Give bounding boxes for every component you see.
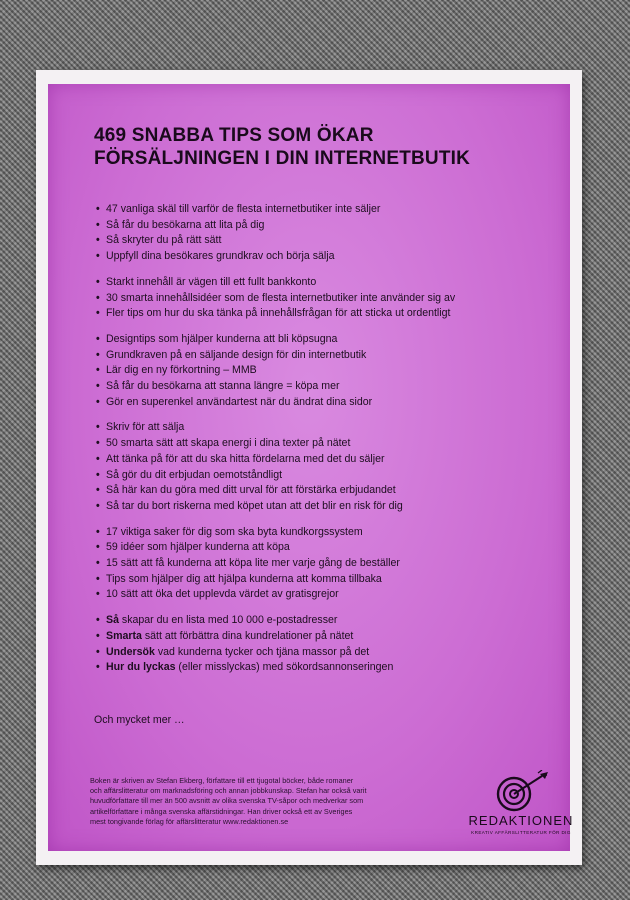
tip-item	[96, 332, 556, 348]
bullet-icon: •	[96, 645, 100, 658]
tip-text: Grundkraven på en säljande design för din internetbutik	[106, 348, 367, 361]
tip-item	[96, 379, 556, 395]
tip-text: Så skryter du på rätt sätt	[106, 234, 222, 247]
tip-text: Skriv för att sälja	[106, 421, 185, 434]
tip-item	[96, 468, 556, 484]
bio-line: och affärslitteratur om marknadsföring och annan jobbkunskap. Stefan har också varit	[90, 786, 367, 796]
bullet-icon: •	[96, 499, 100, 512]
tip-item	[96, 452, 556, 468]
tip-list	[96, 332, 556, 411]
bullet-icon: •	[96, 421, 100, 434]
tip-item	[96, 218, 556, 234]
tip-text: Så tar du bort riskerna med köpet utan att det blir en risk för dig	[106, 499, 403, 512]
tip-group	[96, 275, 556, 322]
tip-text: Så får du besökarna att stanna längre = köpa mer	[106, 380, 340, 393]
bullet-icon: •	[96, 572, 100, 585]
bullet-icon: •	[96, 588, 100, 601]
tip-group	[96, 420, 556, 514]
tip-lead: Hur du lyckas	[106, 661, 176, 674]
tip-text: 30 smarta innehållsidéer som de flesta internetbutiker inte använder sig av	[106, 291, 456, 304]
tip-item	[96, 540, 556, 556]
more-text: Och mycket mer …	[94, 714, 185, 726]
tip-item	[96, 483, 556, 499]
tip-list	[96, 202, 556, 265]
tip-item	[96, 587, 556, 603]
bullet-icon: •	[96, 661, 100, 674]
tip-item	[96, 291, 556, 307]
bio-line: huvudförfattare till mer än 500 avsnitt av olika svenska TV-såpor och medverkar som	[90, 796, 364, 806]
tip-text: Att tänka på för att du ska hitta fördelarna med det du säljer	[106, 452, 385, 465]
tip-item	[96, 660, 556, 676]
book	[36, 70, 582, 865]
bullet-icon: •	[96, 437, 100, 450]
tip-lead: Så	[106, 614, 119, 627]
bullet-icon: •	[96, 275, 100, 288]
tip-text: Fler tips om hur du ska tänka på innehållsfrågan för att sticka ut ordentligt	[106, 307, 451, 320]
tip-text: Så här kan du göra med ditt urval för att förstärka erbjudandet	[106, 484, 396, 497]
tip-item	[96, 233, 556, 249]
bullet-icon: •	[96, 291, 100, 304]
tip-text: 47 vanliga skäl till varför de flesta internetbutiker inte säljer	[106, 203, 381, 215]
book-title	[94, 124, 534, 170]
tip-text: Så gör du dit erbjudan oemotståndligt	[106, 468, 283, 481]
bullet-icon: •	[96, 332, 100, 345]
tip-text: 59 idéer som hjälper kunderna att köpa	[106, 541, 290, 554]
tip-item	[96, 525, 556, 541]
tip-group	[96, 202, 556, 265]
tip-list	[96, 613, 556, 676]
tip-item	[96, 275, 556, 291]
tip-text: Tips som hjälper dig att hjälpa kunderna att komma tillbaka	[106, 572, 382, 585]
tip-item	[96, 572, 556, 588]
tip-text: Starkt innehåll är vägen till ett fullt bankkonto	[106, 275, 317, 288]
tip-item	[96, 420, 556, 436]
tip-text: Designtips som hjälper kunderna att bli köpsugna	[106, 332, 338, 345]
tip-item	[96, 436, 556, 452]
tip-text: 15 sätt att få kunderna att köpa lite mer varje gång de beställer	[106, 557, 400, 570]
bullet-icon: •	[96, 468, 100, 481]
bullet-icon: •	[96, 484, 100, 497]
tip-text: 17 viktiga saker för dig som ska byta kundkorgssystem	[106, 525, 363, 538]
tip-lead: Smarta	[106, 629, 142, 642]
tip-text: sätt att förbättra dina kundrelationer på nätet	[141, 629, 354, 642]
tip-item	[96, 556, 556, 572]
bullet-icon: •	[96, 557, 100, 570]
tip-list	[96, 525, 556, 604]
publisher-logo	[466, 770, 576, 840]
tip-text: Uppfyll dina besökares grundkrav och börja sälja	[106, 250, 335, 263]
bullet-icon: •	[96, 452, 100, 465]
tip-item	[96, 629, 556, 645]
tip-lead: Undersök	[106, 645, 155, 658]
bullet-icon: •	[96, 395, 100, 408]
tip-item	[96, 645, 556, 661]
tip-groups	[96, 202, 556, 686]
bullet-icon: •	[96, 203, 100, 215]
tip-item	[96, 348, 556, 364]
tip-text: 10 sätt att öka det upplevda värdet av gratisgrejor	[106, 588, 339, 601]
tip-text: Så får du besökarna att lita på dig	[106, 218, 265, 231]
tip-item	[96, 499, 556, 515]
tip-list	[96, 275, 556, 322]
bullet-icon: •	[96, 614, 100, 627]
bullet-icon: •	[96, 380, 100, 393]
bullet-icon: •	[96, 250, 100, 263]
tip-item	[96, 249, 556, 265]
tip-item	[96, 395, 556, 411]
tip-text: skapar du en lista med 10 000 e-postadresser	[118, 614, 338, 627]
bullet-icon: •	[96, 234, 100, 247]
tip-text: Lär dig en ny förkortning – MMB	[106, 364, 257, 377]
tip-group	[96, 525, 556, 604]
tip-list	[96, 420, 556, 514]
bullet-icon: •	[96, 629, 100, 642]
tip-text: vad kunderna tycker och tjäna massor på det	[154, 645, 370, 658]
bio-line: mest tongivande förlag för affärslitteratur www.redaktionen.se	[90, 816, 289, 826]
title-line-2: FÖRSÄLJNINGEN I DIN INTERNETBUTIK	[94, 148, 471, 169]
tip-group	[96, 613, 556, 676]
bullet-icon: •	[96, 525, 100, 538]
bullet-icon: •	[96, 364, 100, 377]
title-line-1: 469 SNABBA TIPS SOM ÖKAR	[94, 125, 374, 146]
bullet-icon: •	[96, 307, 100, 320]
target-arrow-icon	[466, 770, 576, 814]
tip-group	[96, 332, 556, 411]
tip-text: 50 smarta sätt att skapa energi i dina texter på nätet	[106, 437, 351, 450]
bullet-icon: •	[96, 348, 100, 361]
book-cover	[48, 84, 574, 851]
tip-item	[96, 363, 556, 379]
bio-line: Boken är skriven av Stefan Ekberg, författare till ett tjugotal böcker, både romaner	[90, 776, 354, 785]
tip-text: (eller misslyckas) med sökordsannonseringen	[175, 661, 394, 674]
author-bio	[90, 776, 430, 827]
tip-text: Gör en superenkel användartest när du ändrat dina sidor	[106, 395, 373, 408]
logo-tagline: KREATIV AFFÄRSLITTERATUR FÖR DIG	[471, 830, 571, 835]
tip-item	[96, 613, 556, 629]
bio-line: artikelförfattare i många svenska affärstidningar. Han driver också ett av Sveriges	[90, 806, 353, 816]
tip-item	[96, 202, 556, 218]
tip-item	[96, 306, 556, 322]
bullet-icon: •	[96, 218, 100, 231]
bullet-icon: •	[96, 541, 100, 554]
logo-name: REDAKTIONEN	[468, 813, 574, 828]
